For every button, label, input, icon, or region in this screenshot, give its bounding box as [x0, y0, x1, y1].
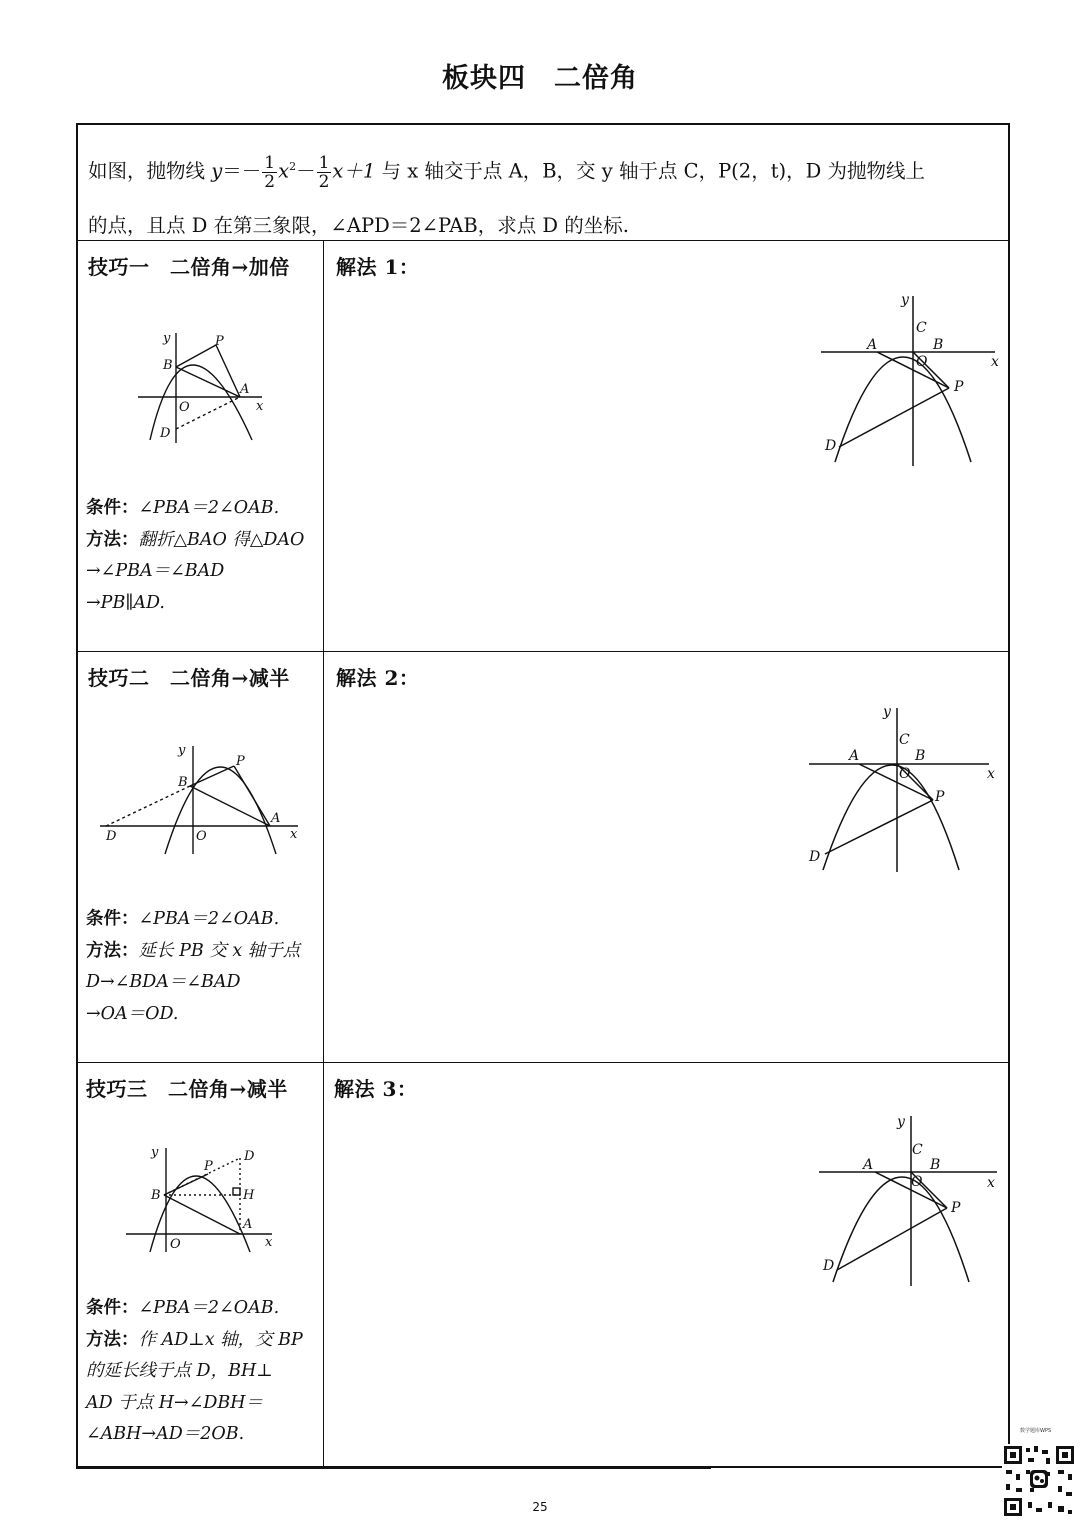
svg-text:D: D: [825, 438, 837, 454]
label-y: y: [163, 331, 171, 346]
svg-text:B: B: [915, 748, 926, 764]
label-D: D: [160, 426, 171, 441]
solution-3-label: 解法 3：: [334, 1077, 418, 1101]
diagram-solution-1: [815, 290, 1005, 470]
svg-text:D: D: [106, 829, 117, 844]
svg-text:P: P: [954, 379, 964, 395]
svg-text:C: C: [899, 732, 910, 748]
technique-1-notes: 条件：∠PBA＝2∠OAB. 方法：翻折△BAO 得△DAO →∠PBA＝∠BAD →PB∥AD.: [86, 498, 305, 613]
technique-2-notes: 条件：∠PBA＝2∠OAB. 方法：延长 PB 交 x 轴于点 D→∠BDA＝∠BAD →OA＝OD.: [86, 909, 301, 1024]
diagram-technique-3: [122, 1140, 277, 1260]
solution-1-label: 解法 1：: [336, 255, 420, 279]
svg-text:D: D: [823, 1258, 835, 1274]
svg-text:x: x: [290, 827, 298, 842]
svg-text:D: D: [809, 849, 821, 865]
qr-code-icon[interactable]: [1002, 1444, 1076, 1518]
svg-text:x: x: [987, 766, 995, 782]
diagram-technique-2: [100, 740, 310, 860]
svg-text:O: O: [911, 1174, 923, 1190]
diagram-solution-2: [805, 700, 1000, 875]
svg-text:P: P: [204, 1159, 213, 1174]
technique-3-notes: 条件：∠PBA＝2∠OAB. 方法：作 AD⊥x 轴，交 BP 的延长线于点 D，BH⊥ AD 于点 H→∠DBH＝ ∠ABH→AD＝2OB.: [86, 1298, 303, 1444]
svg-text:P: P: [951, 1200, 961, 1216]
svg-text:y: y: [883, 704, 891, 720]
svg-text:A: A: [863, 1157, 874, 1173]
fraction-1: $\frac{1}{2}$: [264, 152, 276, 192]
label-x: x: [256, 399, 264, 414]
page-number: 25: [532, 1500, 548, 1514]
footer-line: [76, 1468, 711, 1469]
row-divider-3: [76, 1062, 1010, 1063]
svg-text:x: x: [991, 354, 999, 370]
svg-text:y: y: [901, 292, 909, 308]
svg-text:y: y: [151, 1145, 159, 1160]
solution-2-label: 解法 2：: [336, 666, 420, 690]
qr-label: 数学题库WPS: [1020, 1428, 1052, 1434]
technique-1-heading: 技巧一 二倍角→加倍: [88, 255, 290, 279]
label-B: B: [163, 358, 173, 373]
svg-text:A: A: [867, 337, 878, 353]
svg-text:B: B: [930, 1157, 941, 1173]
svg-text:B: B: [178, 775, 188, 790]
svg-text:B: B: [151, 1188, 161, 1203]
svg-text:x: x: [987, 1175, 995, 1191]
column-divider: [323, 240, 324, 1468]
svg-text:x: x: [265, 1235, 273, 1250]
svg-text:O: O: [916, 354, 928, 370]
row-divider-2: [76, 651, 1010, 652]
label-O: O: [179, 400, 190, 415]
technique-2-heading: 技巧二 二倍角→减半: [88, 666, 290, 690]
svg-text:D: D: [244, 1149, 255, 1164]
svg-text:A: A: [243, 1217, 253, 1232]
svg-text:A: A: [849, 748, 860, 764]
svg-text:B: B: [933, 337, 944, 353]
label-P: P: [215, 334, 224, 349]
svg-text:O: O: [899, 766, 911, 782]
label-A: A: [240, 382, 250, 397]
svg-text:C: C: [916, 320, 927, 336]
svg-text:P: P: [236, 754, 245, 769]
diagram-technique-1: [130, 325, 280, 450]
svg-text:O: O: [196, 829, 207, 844]
diagram-solution-3: [815, 1110, 1005, 1288]
svg-text:A: A: [271, 811, 281, 826]
svg-text:y: y: [897, 1114, 905, 1130]
problem-statement: [88, 140, 1000, 253]
svg-text:P: P: [935, 789, 945, 805]
svg-text:H: H: [243, 1188, 255, 1203]
problem-line-1: 如图，抛物线 y＝－ $\frac{1}{2}$ $x^2-$ $\frac{1}{2}$ x＋1 与 x 轴交于点 A，B，交 y 轴于点 C，P(2，t)，D 为抛物线上: [88, 152, 925, 192]
svg-text:y: y: [178, 743, 186, 758]
technique-3-heading: 技巧三 二倍角→减半: [86, 1077, 288, 1101]
svg-text:O: O: [170, 1237, 181, 1252]
page-title: 板块四 二倍角: [442, 63, 638, 94]
problem-line-2: 的点，且点 D 在第三象限，∠APD＝2∠PAB，求点 D 的坐标.: [88, 213, 629, 237]
fraction-2: $\frac{1}{2}$: [318, 152, 330, 192]
svg-text:C: C: [912, 1142, 923, 1158]
